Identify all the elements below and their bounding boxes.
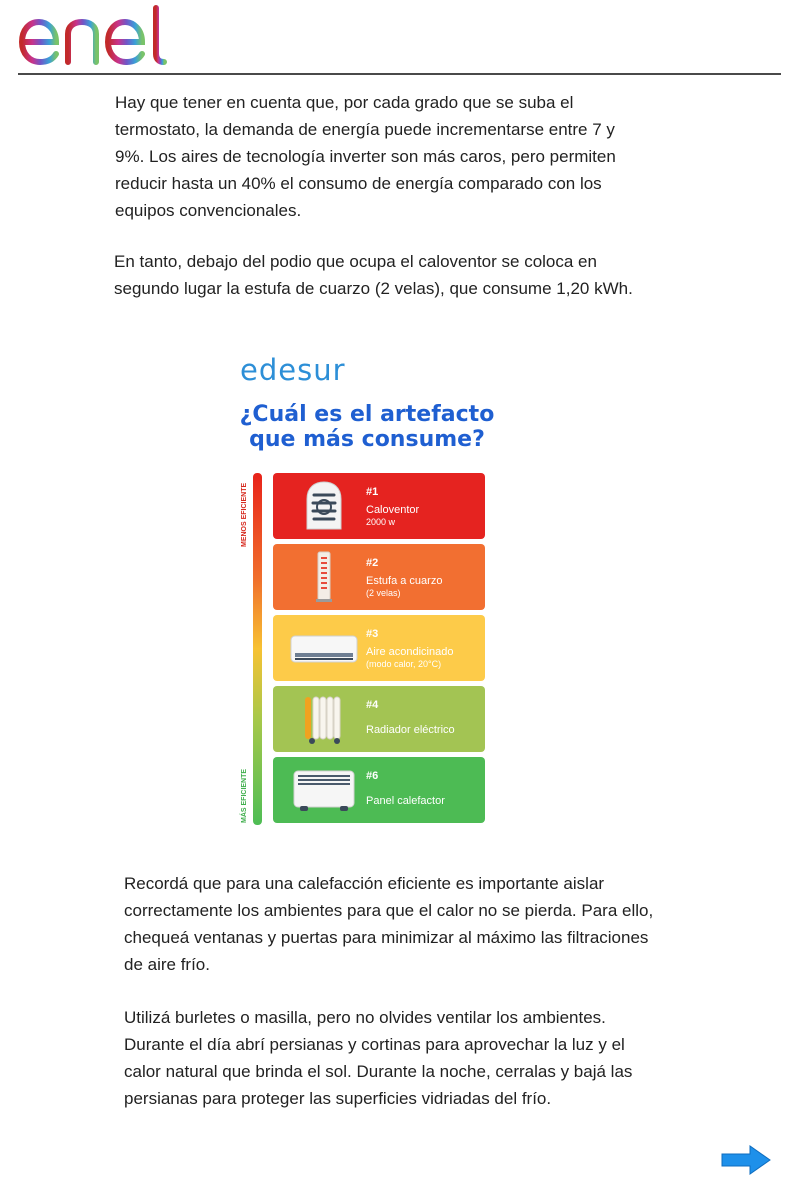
scale-label-more-efficient: MÁS EFICIENTE [241, 768, 248, 823]
appliance-rank: #1 [366, 486, 379, 498]
scale-label-less-efficient: MENOS EFICIENTE [241, 482, 248, 547]
appliance-name: Caloventor 2000 w [366, 504, 420, 527]
enel-logo[interactable] [16, 4, 181, 66]
site-header [0, 0, 800, 76]
edesur-logo: edesur [240, 353, 346, 387]
appliance-name: Estufa a cuarzo (2 velas) [366, 575, 443, 598]
appliance-rank: #6 [366, 770, 379, 782]
consumption-infographic [232, 345, 502, 835]
appliance-rank: #2 [366, 557, 379, 569]
article-paragraph: Hay que tener en cuenta que, por cada grado que se suba el termostato, la demanda de energía puede incrementarse entre 7 y 9%. Los aires de tecnología inverter son más caros, pero permiten reducir hasta un 40% el consumo de energía comparado con los equipos convencionales. [115, 93, 616, 220]
oil-radiator-icon [287, 692, 361, 746]
appliance-name: Radiador eléctrico [366, 724, 455, 736]
article-paragraph: Utilizá burletes o masilla, pero no olvides ventilar los ambientes. Durante el día abrí persianas y cortinas para aprovechar la luz y el calor natural que brinda el sol. Durante la noche, cerralas y bajá las persianas para proteger las superficies vidriadas del frío. [124, 1008, 633, 1108]
appliance-name: Panel calefactor [366, 795, 445, 807]
infographic-title: ¿Cuál es el artefacto que más consume? [239, 402, 495, 452]
article-paragraph: Recordá que para una calefacción eficiente es importante aislar correctamente los ambientes para que el calor no se pierda. Para ello, chequeá ventanas y puertas para minimizar al máximo las filtraciones de aire frío. [124, 874, 654, 974]
appliance-rank: #4 [366, 699, 379, 711]
appliance-rank: #3 [366, 628, 379, 640]
appliance-name: Aire acondicinado (modo calor, 20°C) [366, 646, 454, 669]
appliance-card-estufa-cuarzo [273, 544, 485, 610]
article-paragraph: En tanto, debajo del podio que ocupa el caloventor se coloca en segundo lugar la estufa de cuarzo (2 velas), que consume 1,20 kWh. [114, 252, 633, 298]
air-conditioner-icon [287, 621, 361, 675]
appliance-card-aire-acondicionado [273, 615, 485, 681]
panel-heater-icon [287, 763, 361, 817]
quartz-heater-icon [287, 550, 361, 604]
appliance-card-radiador [273, 686, 485, 752]
efficiency-scale-bar [253, 473, 262, 825]
header-divider [18, 73, 781, 75]
appliance-card-caloventor [273, 473, 485, 539]
arrow-right-icon[interactable] [720, 1143, 772, 1177]
appliance-card-panel-calefactor [273, 757, 485, 823]
fan-heater-icon [287, 479, 361, 533]
